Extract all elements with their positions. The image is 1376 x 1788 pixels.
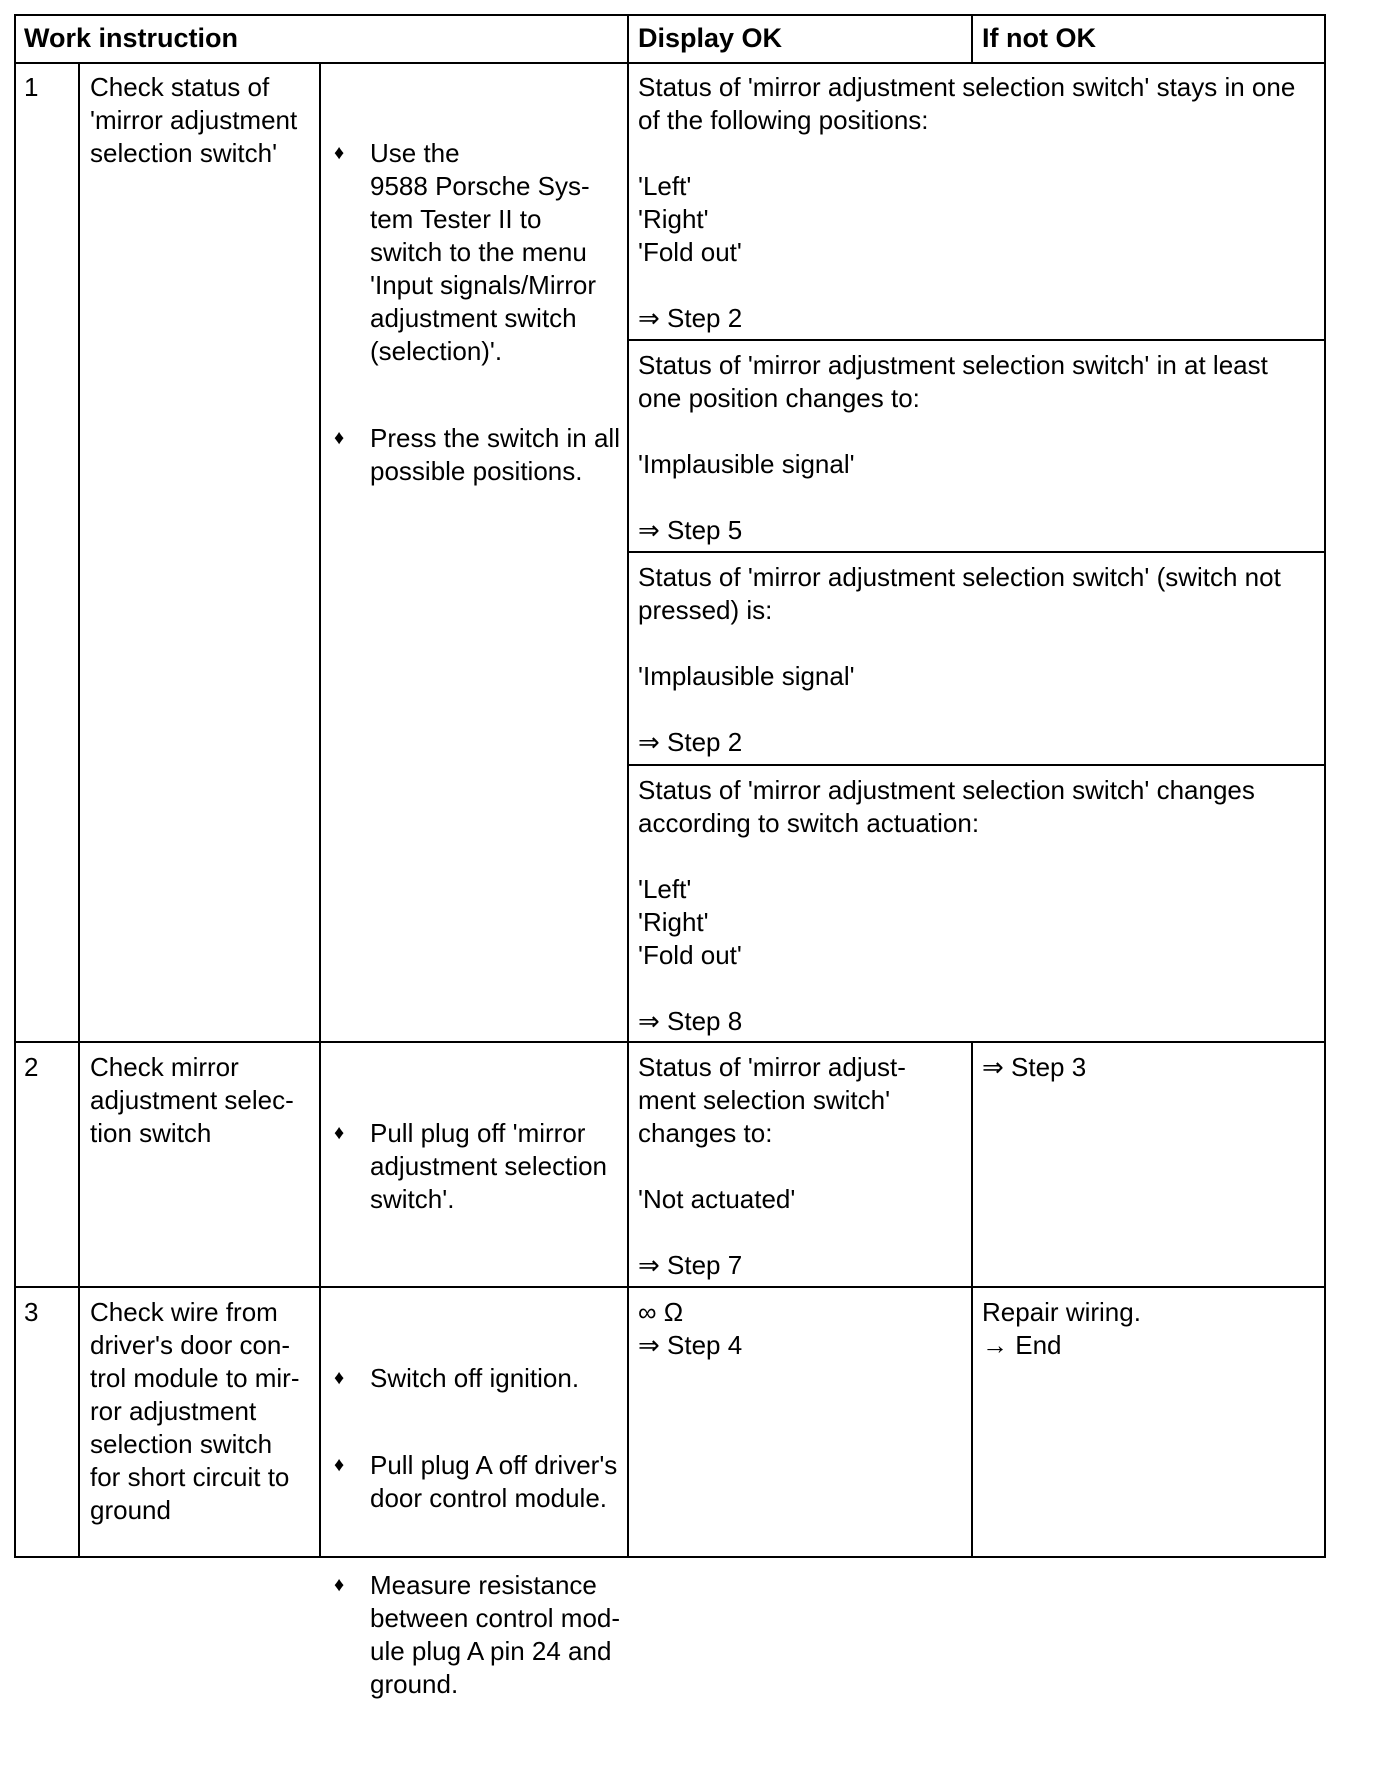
- col-separator-header-ok: [971, 14, 973, 63]
- table-border-top: [14, 14, 1326, 16]
- row-2-steps: [334, 1051, 624, 1303]
- row-1-steps: [334, 71, 624, 575]
- outcome-separator-1: [627, 339, 1326, 341]
- header-separator: [14, 62, 1326, 64]
- col-separator-steps: [627, 14, 629, 1558]
- row-3-steps: [334, 1296, 624, 1788]
- row-1-outcome-3: Status of 'mirror adjustment selection switch' (switch not pressed) is: 'Implausible signal' ⇒ Step 2: [638, 562, 1281, 757]
- row-2-display-ok: Status of 'mirror adjust- ment selection switch' changes to: 'Not actuated' ⇒ Step 7: [638, 1052, 906, 1280]
- table-border-right: [1324, 14, 1326, 1558]
- row-1-outcome-1: Status of 'mirror adjustment selection switch' stays in one of the following positions: 'Left' 'Right' 'Fold out' ⇒ Step 2: [638, 72, 1296, 333]
- row-3-number: 3: [24, 1297, 39, 1327]
- header-display-ok: Display OK: [638, 23, 783, 53]
- row-2-task: Check mirror adjustment selec- tion switch: [90, 1052, 294, 1148]
- row-2-number: 2: [24, 1052, 39, 1082]
- row-1-outcome-2: Status of 'mirror adjustment selection switch' in at least one position changes to: 'Implausible signal' ⇒ Step 5: [638, 350, 1268, 545]
- row-2-if-not-ok: ⇒ Step 3: [982, 1052, 1087, 1082]
- col-separator-num: [78, 62, 80, 1558]
- table-border-bottom: [14, 1556, 1326, 1558]
- row-separator-1-2: [14, 1041, 1326, 1043]
- row-1-number: 1: [24, 72, 39, 102]
- row-1-step-1: ♦ Use the 9588 Porsche Sys- tem Tester II to switch to the menu 'Input signals/Mirror adjustment switch (selection)'.: [334, 137, 624, 368]
- header-work-instruction: Work instruction: [24, 23, 239, 53]
- table-border-left: [14, 14, 16, 1558]
- row-1-step-2: ♦ Press the switch in all possible positions.: [334, 422, 624, 488]
- col-separator-ok: [971, 1041, 973, 1558]
- outcome-separator-3: [627, 764, 1326, 766]
- work-instruction-table: [14, 14, 1354, 1699]
- col-separator-task: [319, 62, 321, 1558]
- row-3-step-1: ♦ Switch off ignition.: [334, 1362, 624, 1395]
- row-1-task: Check status of 'mirror adjustment selection switch': [90, 72, 298, 168]
- row-1-outcome-4: Status of 'mirror adjustment selection switch' changes according to switch actuation: 'Left' 'Right' 'Fold out' ⇒ Step 8: [638, 775, 1255, 1036]
- outcome-separator-2: [627, 551, 1326, 553]
- header-if-not-ok: If not OK: [982, 23, 1096, 53]
- row-2-step-1: ♦ Pull plug off 'mirror adjustment selection switch'.: [334, 1117, 624, 1216]
- row-3-task: Check wire from driver's door con- trol module to mir- ror adjustment selection switch for short circuit to ground: [90, 1297, 300, 1525]
- row-3-if-not-ok: Repair wiring. → End: [982, 1297, 1141, 1360]
- row-separator-2-3: [14, 1286, 1326, 1288]
- row-3-step-3: ♦ Measure resistance between control mod- ule plug A pin 24 and ground.: [334, 1569, 624, 1701]
- row-3-display-ok: ∞ Ω ⇒ Step 4: [638, 1297, 743, 1360]
- row-3-step-2: ♦ Pull plug A off driver's door control module.: [334, 1449, 624, 1515]
